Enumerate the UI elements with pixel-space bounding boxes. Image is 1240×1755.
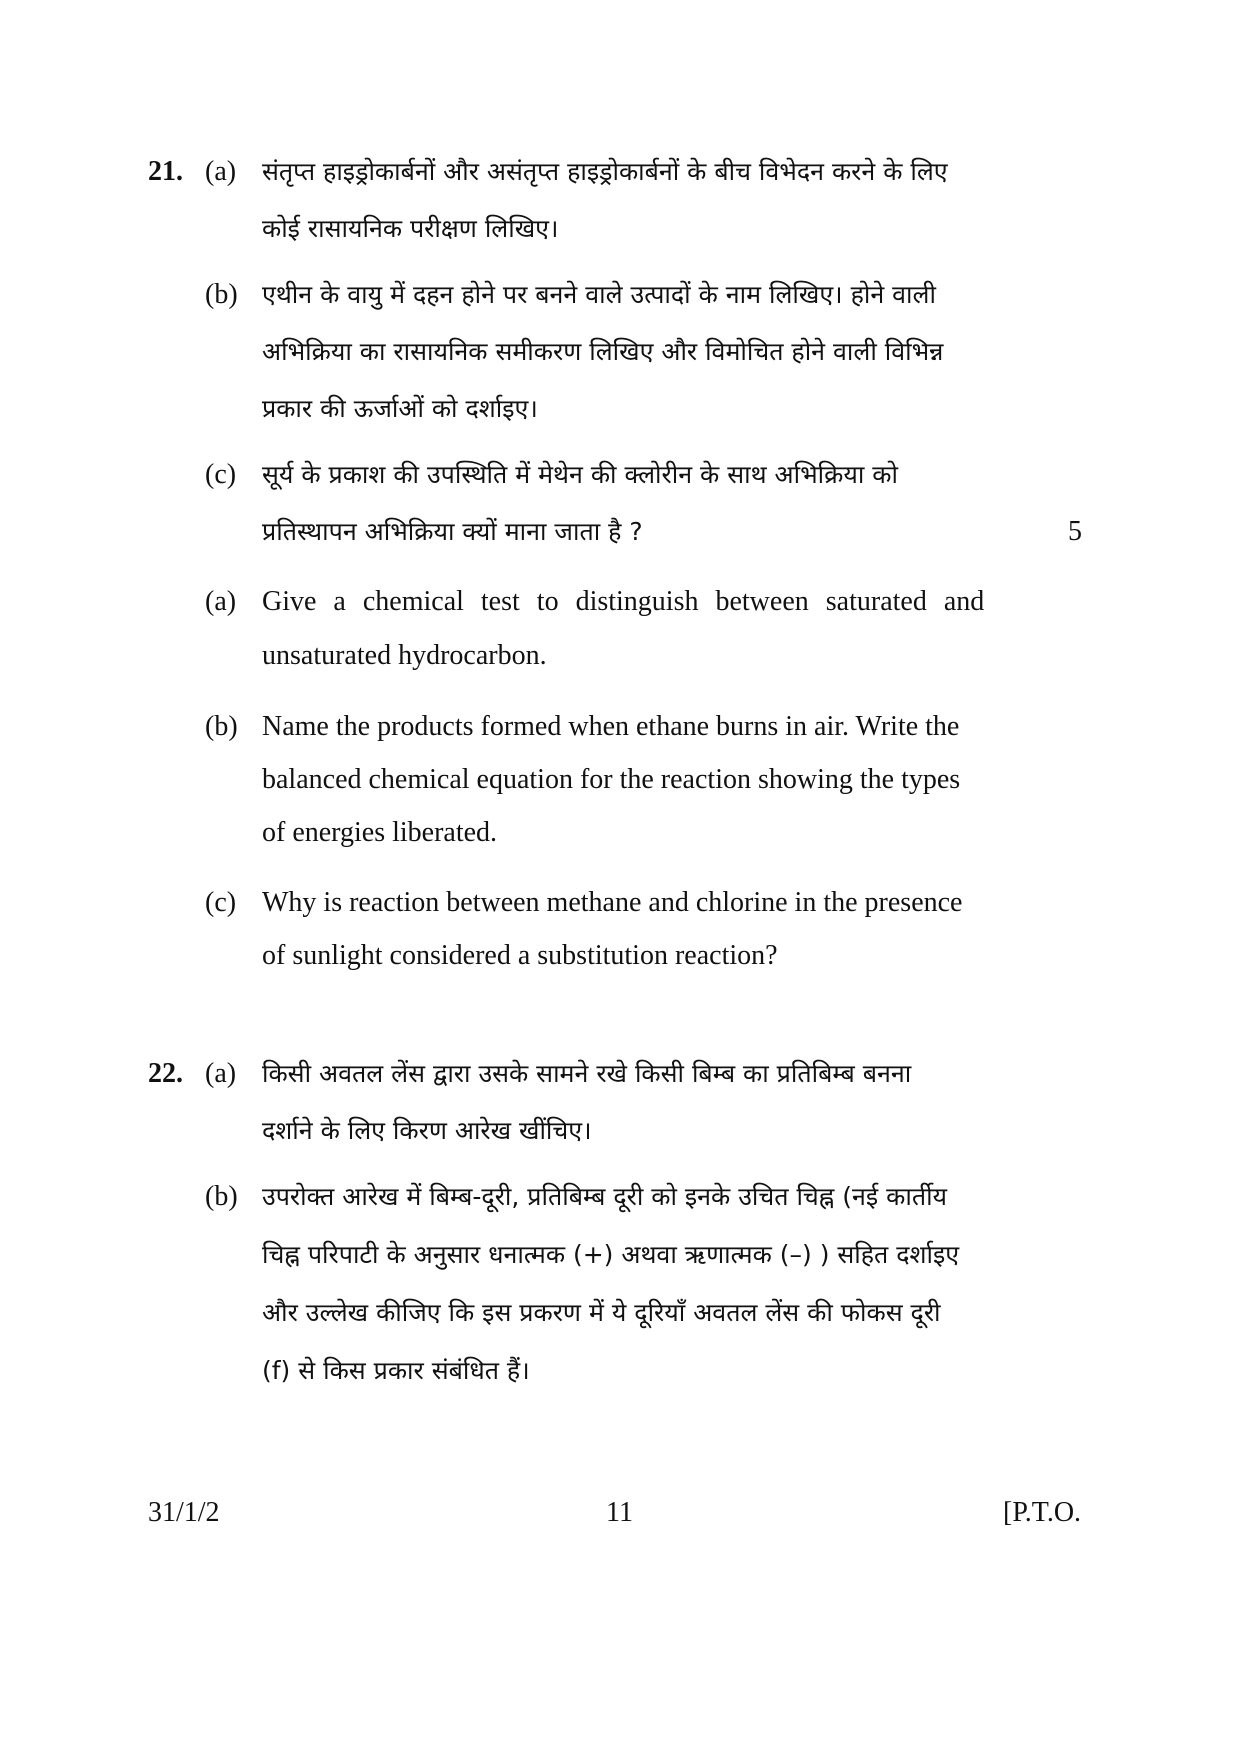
q21-english-c-label: (c)	[205, 887, 237, 918]
q21-english-a-line1: Give a chemical test to distinguish between saturated and	[262, 586, 985, 617]
q21-hindi-b-line3: प्रकार की ऊर्जाओं को दर्शाइए।	[262, 394, 538, 423]
q22-hindi-b-line2: चिह्न परिपाटी के अनुसार धनात्मक (+) अथवा ऋणात्मक (–) ) सहित दर्शाइए	[262, 1240, 960, 1269]
question-number-21: 21.	[148, 156, 183, 187]
paper-code: 31/1/2	[148, 1497, 220, 1528]
page-number: 11	[606, 1497, 633, 1528]
q21-marks: 5	[1068, 516, 1082, 547]
q21-hindi-b-label: (b)	[205, 279, 238, 310]
q21-hindi-b-line1: एथीन के वायु में दहन होने पर बनने वाले उत्पादों के नाम लिखिए। होने वाली	[262, 280, 936, 309]
q22-hindi-b-line1: उपरोक्त आरेख में बिम्ब-दूरी, प्रतिबिम्ब दूरी को इनके उचित चिह्न (नई कार्तीय	[262, 1182, 948, 1211]
q21-english-b-label: (b)	[205, 711, 238, 742]
q21-hindi-c-line1: सूर्य के प्रकाश की उपस्थिति में मेथेन की क्लोरीन के साथ अभिक्रिया को	[262, 460, 898, 489]
q21-hindi-c-label: (c)	[205, 459, 237, 490]
please-turn-over: [P.T.O.	[1003, 1497, 1082, 1528]
q22-hindi-a-line1: किसी अवतल लेंस द्वारा उसके सामने रखे किसी बिम्ब का प्रतिबिम्ब बनना	[262, 1059, 912, 1088]
q21-hindi-b-line2: अभिक्रिया का रासायनिक समीकरण लिखिए और विमोचित होने वाली विभिन्न	[262, 337, 944, 366]
q21-english-a-line2: unsaturated hydrocarbon.	[262, 640, 547, 671]
q22-hindi-a-line2: दर्शाने के लिए किरण आरेख खींचिए।	[262, 1116, 592, 1145]
q21-english-a-label: (a)	[205, 586, 237, 617]
q21-english-b-line2: balanced chemical equation for the reaction showing the types	[262, 764, 961, 795]
q22-hindi-b-label: (b)	[205, 1181, 238, 1212]
q21-english-b-line3: of energies liberated.	[262, 817, 498, 848]
q22-hindi-b-line3: और उल्लेख कीजिए कि इस प्रकरण में ये दूरियाँ अवतल लेंस की फोकस दूरी	[262, 1298, 941, 1327]
q21-hindi-a-label: (a)	[205, 156, 237, 187]
q21-hindi-a-line2: कोई रासायनिक परीक्षण लिखिए।	[262, 214, 559, 243]
q22-hindi-b-line4: (f) से किस प्रकार संबंधित हैं।	[262, 1356, 530, 1385]
question-number-22: 22.	[148, 1058, 183, 1089]
q21-hindi-c-line2: प्रतिस्थापन अभिक्रिया क्यों माना जाता है ?	[262, 517, 643, 546]
q22-hindi-a-label: (a)	[205, 1058, 237, 1089]
q21-english-c-line2: of sunlight considered a substitution reaction?	[262, 940, 778, 971]
q21-english-b-line1: Name the products formed when ethane burns in air. Write the	[262, 711, 960, 742]
q21-english-c-line1: Why is reaction between methane and chlorine in the presence	[262, 887, 963, 918]
q21-hindi-a-line1: संतृप्त हाइड्रोकार्बनों और असंतृप्त हाइड्रोकार्बनों के बीच विभेदन करने के लिए	[262, 157, 948, 186]
